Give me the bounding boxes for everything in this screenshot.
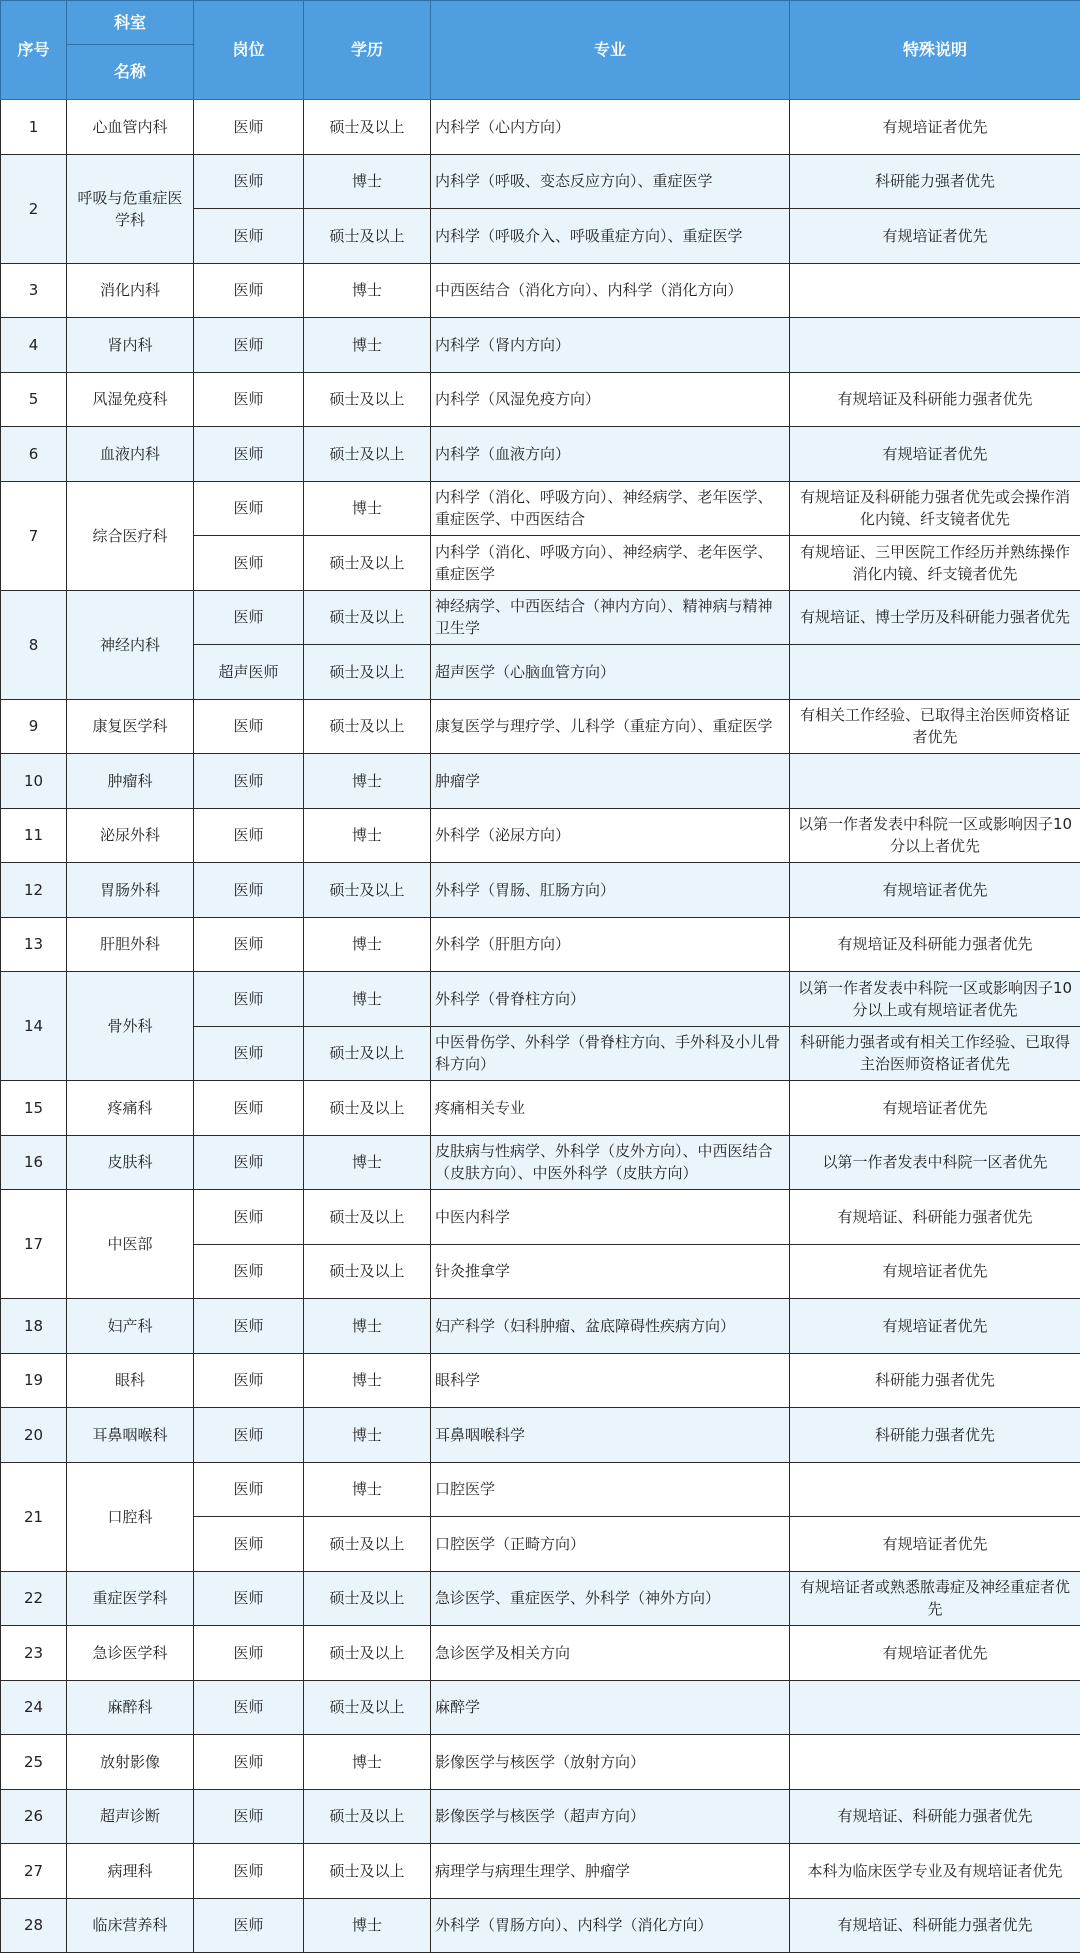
degree-cell: 博士 bbox=[304, 1135, 431, 1190]
degree-cell: 硕士及以上 bbox=[304, 1081, 431, 1136]
dept-name: 神经内科 bbox=[67, 590, 194, 699]
remarks-cell: 有规培证、三甲医院工作经历并熟练操作消化内镜、纤支镜者优先 bbox=[790, 536, 1080, 591]
row-index: 22 bbox=[1, 1571, 67, 1626]
remarks-cell bbox=[790, 645, 1080, 700]
table-row bbox=[1, 1081, 1080, 1136]
position-cell: 医师 bbox=[194, 427, 304, 482]
position-cell: 医师 bbox=[194, 754, 304, 809]
position-cell: 医师 bbox=[194, 209, 304, 264]
degree-cell: 博士 bbox=[304, 1353, 431, 1408]
remarks-cell: 有规培证者优先 bbox=[790, 1244, 1080, 1299]
header-position: 岗位 bbox=[194, 1, 304, 100]
remarks-cell: 科研能力强者优先 bbox=[790, 1353, 1080, 1408]
remarks-cell bbox=[790, 1735, 1080, 1790]
position-cell: 医师 bbox=[194, 100, 304, 155]
major-cell: 妇产科学（妇科肿瘤、盆底障碍性疾病方向） bbox=[431, 1299, 790, 1354]
degree-cell: 硕士及以上 bbox=[304, 1244, 431, 1299]
position-cell: 医师 bbox=[194, 1244, 304, 1299]
degree-cell: 博士 bbox=[304, 154, 431, 209]
row-index: 2 bbox=[1, 154, 67, 263]
table-row bbox=[1, 699, 1080, 754]
major-cell: 急诊医学、重症医学、外科学（神外方向） bbox=[431, 1571, 790, 1626]
major-cell: 眼科学 bbox=[431, 1353, 790, 1408]
row-index: 14 bbox=[1, 972, 67, 1081]
table-row bbox=[1, 863, 1080, 918]
header-degree: 学历 bbox=[304, 1, 431, 100]
degree-cell: 硕士及以上 bbox=[304, 1626, 431, 1681]
degree-cell: 博士 bbox=[304, 1462, 431, 1517]
major-cell: 病理学与病理生理学、肿瘤学 bbox=[431, 1844, 790, 1899]
row-index: 28 bbox=[1, 1898, 67, 1953]
major-cell: 中医内科学 bbox=[431, 1190, 790, 1245]
position-cell: 医师 bbox=[194, 1789, 304, 1844]
dept-name: 康复医学科 bbox=[67, 699, 194, 754]
position-cell: 医师 bbox=[194, 1517, 304, 1572]
dept-name: 心血管内科 bbox=[67, 100, 194, 155]
row-index: 12 bbox=[1, 863, 67, 918]
remarks-cell: 本科为临床医学专业及有规培证者优先 bbox=[790, 1844, 1080, 1899]
major-cell: 急诊医学及相关方向 bbox=[431, 1626, 790, 1681]
remarks-cell: 以第一作者发表中科院一区或影响因子10分以上者优先 bbox=[790, 808, 1080, 863]
dept-name: 临床营养科 bbox=[67, 1898, 194, 1953]
major-cell: 影像医学与核医学（放射方向） bbox=[431, 1735, 790, 1790]
degree-cell: 硕士及以上 bbox=[304, 427, 431, 482]
degree-cell: 硕士及以上 bbox=[304, 100, 431, 155]
major-cell: 口腔医学 bbox=[431, 1462, 790, 1517]
degree-cell: 硕士及以上 bbox=[304, 645, 431, 700]
row-index: 19 bbox=[1, 1353, 67, 1408]
position-cell: 医师 bbox=[194, 1844, 304, 1899]
table-row bbox=[1, 481, 1080, 536]
header-remarks: 特殊说明 bbox=[790, 1, 1080, 100]
table-row bbox=[1, 1789, 1080, 1844]
table-row bbox=[1, 427, 1080, 482]
degree-cell: 硕士及以上 bbox=[304, 699, 431, 754]
major-cell: 超声医学（心脑血管方向） bbox=[431, 645, 790, 700]
position-cell: 医师 bbox=[194, 1135, 304, 1190]
major-cell: 内科学（风湿免疫方向） bbox=[431, 372, 790, 427]
row-index: 15 bbox=[1, 1081, 67, 1136]
degree-cell: 硕士及以上 bbox=[304, 1571, 431, 1626]
dept-name: 泌尿外科 bbox=[67, 808, 194, 863]
major-cell: 神经病学、中西医结合（神内方向）、精神病与精神卫生学 bbox=[431, 590, 790, 645]
position-cell: 医师 bbox=[194, 1299, 304, 1354]
table-row bbox=[1, 808, 1080, 863]
dept-name: 病理科 bbox=[67, 1844, 194, 1899]
row-index: 16 bbox=[1, 1135, 67, 1190]
header-index: 序号 bbox=[1, 1, 67, 100]
degree-cell: 博士 bbox=[304, 318, 431, 373]
major-cell: 外科学（胃肠方向）、内科学（消化方向） bbox=[431, 1898, 790, 1953]
degree-cell: 硕士及以上 bbox=[304, 1517, 431, 1572]
position-cell: 医师 bbox=[194, 1462, 304, 1517]
major-cell: 外科学（泌尿方向） bbox=[431, 808, 790, 863]
row-index: 25 bbox=[1, 1735, 67, 1790]
dept-name: 眼科 bbox=[67, 1353, 194, 1408]
major-cell: 内科学（肾内方向） bbox=[431, 318, 790, 373]
table-row bbox=[1, 754, 1080, 809]
position-cell: 医师 bbox=[194, 917, 304, 972]
degree-cell: 博士 bbox=[304, 917, 431, 972]
table-row bbox=[1, 263, 1080, 318]
degree-cell: 博士 bbox=[304, 263, 431, 318]
dept-name: 骨外科 bbox=[67, 972, 194, 1081]
position-cell: 医师 bbox=[194, 808, 304, 863]
degree-cell: 博士 bbox=[304, 754, 431, 809]
table-row bbox=[1, 1626, 1080, 1681]
table-row bbox=[1, 1462, 1080, 1517]
degree-cell: 博士 bbox=[304, 1735, 431, 1790]
major-cell: 皮肤病与性病学、外科学（皮外方向）、中西医结合（皮肤方向）、中医外科学（皮肤方向） bbox=[431, 1135, 790, 1190]
table-row bbox=[1, 1135, 1080, 1190]
row-index: 8 bbox=[1, 590, 67, 699]
remarks-cell: 有规培证、博士学历及科研能力强者优先 bbox=[790, 590, 1080, 645]
degree-cell: 硕士及以上 bbox=[304, 590, 431, 645]
row-index: 10 bbox=[1, 754, 67, 809]
major-cell: 内科学（血液方向） bbox=[431, 427, 790, 482]
row-index: 9 bbox=[1, 699, 67, 754]
position-cell: 医师 bbox=[194, 263, 304, 318]
table-row bbox=[1, 1408, 1080, 1463]
degree-cell: 硕士及以上 bbox=[304, 1026, 431, 1081]
position-cell: 医师 bbox=[194, 590, 304, 645]
degree-cell: 硕士及以上 bbox=[304, 1789, 431, 1844]
remarks-cell: 有相关工作经验、已取得主治医师资格证者优先 bbox=[790, 699, 1080, 754]
degree-cell: 硕士及以上 bbox=[304, 372, 431, 427]
position-cell: 医师 bbox=[194, 1190, 304, 1245]
major-cell: 影像医学与核医学（超声方向） bbox=[431, 1789, 790, 1844]
position-cell: 医师 bbox=[194, 1735, 304, 1790]
position-cell: 医师 bbox=[194, 1571, 304, 1626]
remarks-cell: 科研能力强者优先 bbox=[790, 154, 1080, 209]
remarks-cell bbox=[790, 318, 1080, 373]
dept-name: 呼吸与危重症医学科 bbox=[67, 154, 194, 263]
position-cell: 医师 bbox=[194, 1898, 304, 1953]
major-cell: 口腔医学（正畸方向） bbox=[431, 1517, 790, 1572]
major-cell: 外科学（肝胆方向） bbox=[431, 917, 790, 972]
header-dept-name: 名称 bbox=[67, 45, 194, 100]
dept-name: 耳鼻咽喉科 bbox=[67, 1408, 194, 1463]
remarks-cell: 有规培证、科研能力强者优先 bbox=[790, 1898, 1080, 1953]
table-row bbox=[1, 100, 1080, 155]
row-index: 13 bbox=[1, 917, 67, 972]
row-index: 27 bbox=[1, 1844, 67, 1899]
major-cell: 中西医结合（消化方向）、内科学（消化方向） bbox=[431, 263, 790, 318]
degree-cell: 博士 bbox=[304, 1408, 431, 1463]
major-cell: 外科学（骨脊柱方向） bbox=[431, 972, 790, 1027]
dept-name: 疼痛科 bbox=[67, 1081, 194, 1136]
remarks-cell: 科研能力强者优先 bbox=[790, 1408, 1080, 1463]
header-major: 专业 bbox=[431, 1, 790, 100]
remarks-cell: 有规培证及科研能力强者优先 bbox=[790, 372, 1080, 427]
dept-name: 肝胆外科 bbox=[67, 917, 194, 972]
degree-cell: 硕士及以上 bbox=[304, 536, 431, 591]
dept-name: 口腔科 bbox=[67, 1462, 194, 1571]
position-cell: 医师 bbox=[194, 1081, 304, 1136]
row-index: 7 bbox=[1, 481, 67, 590]
major-cell: 中医骨伤学、外科学（骨脊柱方向、手外科及小儿骨科方向） bbox=[431, 1026, 790, 1081]
degree-cell: 硕士及以上 bbox=[304, 1680, 431, 1735]
row-index: 18 bbox=[1, 1299, 67, 1354]
dept-name: 血液内科 bbox=[67, 427, 194, 482]
row-index: 4 bbox=[1, 318, 67, 373]
row-index: 11 bbox=[1, 808, 67, 863]
remarks-cell: 以第一作者发表中科院一区者优先 bbox=[790, 1135, 1080, 1190]
major-cell: 疼痛相关专业 bbox=[431, 1081, 790, 1136]
table-row bbox=[1, 372, 1080, 427]
degree-cell: 博士 bbox=[304, 1898, 431, 1953]
dept-name: 消化内科 bbox=[67, 263, 194, 318]
header-dept-group: 科室 bbox=[67, 1, 194, 45]
major-cell: 外科学（胃肠、肛肠方向） bbox=[431, 863, 790, 918]
dept-name: 超声诊断 bbox=[67, 1789, 194, 1844]
major-cell: 康复医学与理疗学、儿科学（重症方向）、重症医学 bbox=[431, 699, 790, 754]
position-cell: 医师 bbox=[194, 372, 304, 427]
remarks-cell: 有规培证、科研能力强者优先 bbox=[790, 1789, 1080, 1844]
major-cell: 内科学（消化、呼吸方向）、神经病学、老年医学、重症医学 bbox=[431, 536, 790, 591]
major-cell: 内科学（呼吸介入、呼吸重症方向）、重症医学 bbox=[431, 209, 790, 264]
remarks-cell: 有规培证者优先 bbox=[790, 863, 1080, 918]
position-cell: 医师 bbox=[194, 1026, 304, 1081]
position-cell: 医师 bbox=[194, 154, 304, 209]
remarks-cell: 有规培证者优先 bbox=[790, 1081, 1080, 1136]
degree-cell: 博士 bbox=[304, 481, 431, 536]
position-cell: 医师 bbox=[194, 318, 304, 373]
remarks-cell: 有规培证者优先 bbox=[790, 209, 1080, 264]
row-index: 21 bbox=[1, 1462, 67, 1571]
remarks-cell: 有规培证者优先 bbox=[790, 1626, 1080, 1681]
row-index: 1 bbox=[1, 100, 67, 155]
row-index: 17 bbox=[1, 1190, 67, 1299]
position-cell: 医师 bbox=[194, 536, 304, 591]
major-cell: 麻醉学 bbox=[431, 1680, 790, 1735]
row-index: 6 bbox=[1, 427, 67, 482]
position-cell: 医师 bbox=[194, 1353, 304, 1408]
remarks-cell: 有规培证者或熟悉脓毒症及神经重症者优先 bbox=[790, 1571, 1080, 1626]
table-row bbox=[1, 1680, 1080, 1735]
remarks-cell bbox=[790, 1680, 1080, 1735]
table-row bbox=[1, 1190, 1080, 1245]
remarks-cell bbox=[790, 263, 1080, 318]
degree-cell: 硕士及以上 bbox=[304, 1844, 431, 1899]
dept-name: 重症医学科 bbox=[67, 1571, 194, 1626]
dept-name: 风湿免疫科 bbox=[67, 372, 194, 427]
dept-name: 中医部 bbox=[67, 1190, 194, 1299]
degree-cell: 博士 bbox=[304, 972, 431, 1027]
row-index: 26 bbox=[1, 1789, 67, 1844]
dept-name: 胃肠外科 bbox=[67, 863, 194, 918]
row-index: 3 bbox=[1, 263, 67, 318]
remarks-cell: 有规培证者优先 bbox=[790, 427, 1080, 482]
major-cell: 针灸推拿学 bbox=[431, 1244, 790, 1299]
position-cell: 医师 bbox=[194, 1408, 304, 1463]
table-row bbox=[1, 1844, 1080, 1899]
position-cell: 医师 bbox=[194, 972, 304, 1027]
position-cell: 医师 bbox=[194, 863, 304, 918]
remarks-cell: 有规培证者优先 bbox=[790, 1299, 1080, 1354]
dept-name: 皮肤科 bbox=[67, 1135, 194, 1190]
remarks-cell: 有规培证、科研能力强者优先 bbox=[790, 1190, 1080, 1245]
table-header bbox=[1, 1, 1080, 100]
table-row bbox=[1, 590, 1080, 645]
position-cell: 医师 bbox=[194, 699, 304, 754]
dept-name: 肿瘤科 bbox=[67, 754, 194, 809]
table-row bbox=[1, 1353, 1080, 1408]
major-cell: 内科学（消化、呼吸方向）、神经病学、老年医学、重症医学、中西医结合 bbox=[431, 481, 790, 536]
major-cell: 肿瘤学 bbox=[431, 754, 790, 809]
table-row bbox=[1, 154, 1080, 209]
degree-cell: 硕士及以上 bbox=[304, 863, 431, 918]
position-cell: 医师 bbox=[194, 481, 304, 536]
major-cell: 内科学（心内方向） bbox=[431, 100, 790, 155]
dept-name: 肾内科 bbox=[67, 318, 194, 373]
degree-cell: 硕士及以上 bbox=[304, 209, 431, 264]
remarks-cell: 以第一作者发表中科院一区或影响因子10分以上或有规培证者优先 bbox=[790, 972, 1080, 1027]
position-cell: 医师 bbox=[194, 1680, 304, 1735]
degree-cell: 博士 bbox=[304, 808, 431, 863]
dept-name: 综合医疗科 bbox=[67, 481, 194, 590]
remarks-cell: 有规培证者优先 bbox=[790, 1517, 1080, 1572]
dept-name: 放射影像 bbox=[67, 1735, 194, 1790]
remarks-cell: 科研能力强者或有相关工作经验、已取得主治医师资格证者优先 bbox=[790, 1026, 1080, 1081]
row-index: 5 bbox=[1, 372, 67, 427]
table-row bbox=[1, 917, 1080, 972]
row-index: 20 bbox=[1, 1408, 67, 1463]
table-body bbox=[1, 100, 1080, 1953]
row-index: 24 bbox=[1, 1680, 67, 1735]
major-cell: 内科学（呼吸、变态反应方向）、重症医学 bbox=[431, 154, 790, 209]
dept-name: 妇产科 bbox=[67, 1299, 194, 1354]
table-row bbox=[1, 1299, 1080, 1354]
remarks-cell: 有规培证者优先 bbox=[790, 100, 1080, 155]
remarks-cell: 有规培证及科研能力强者优先或会操作消化内镜、纤支镜者优先 bbox=[790, 481, 1080, 536]
position-cell: 医师 bbox=[194, 1626, 304, 1681]
table-row bbox=[1, 1571, 1080, 1626]
remarks-cell: 有规培证及科研能力强者优先 bbox=[790, 917, 1080, 972]
remarks-cell bbox=[790, 754, 1080, 809]
table-row bbox=[1, 1735, 1080, 1790]
table-row bbox=[1, 1898, 1080, 1953]
degree-cell: 博士 bbox=[304, 1299, 431, 1354]
dept-name: 急诊医学科 bbox=[67, 1626, 194, 1681]
table-row bbox=[1, 972, 1080, 1027]
table-row bbox=[1, 318, 1080, 373]
degree-cell: 硕士及以上 bbox=[304, 1190, 431, 1245]
major-cell: 耳鼻咽喉科学 bbox=[431, 1408, 790, 1463]
position-cell: 超声医师 bbox=[194, 645, 304, 700]
remarks-cell bbox=[790, 1462, 1080, 1517]
row-index: 23 bbox=[1, 1626, 67, 1681]
dept-name: 麻醉科 bbox=[67, 1680, 194, 1735]
